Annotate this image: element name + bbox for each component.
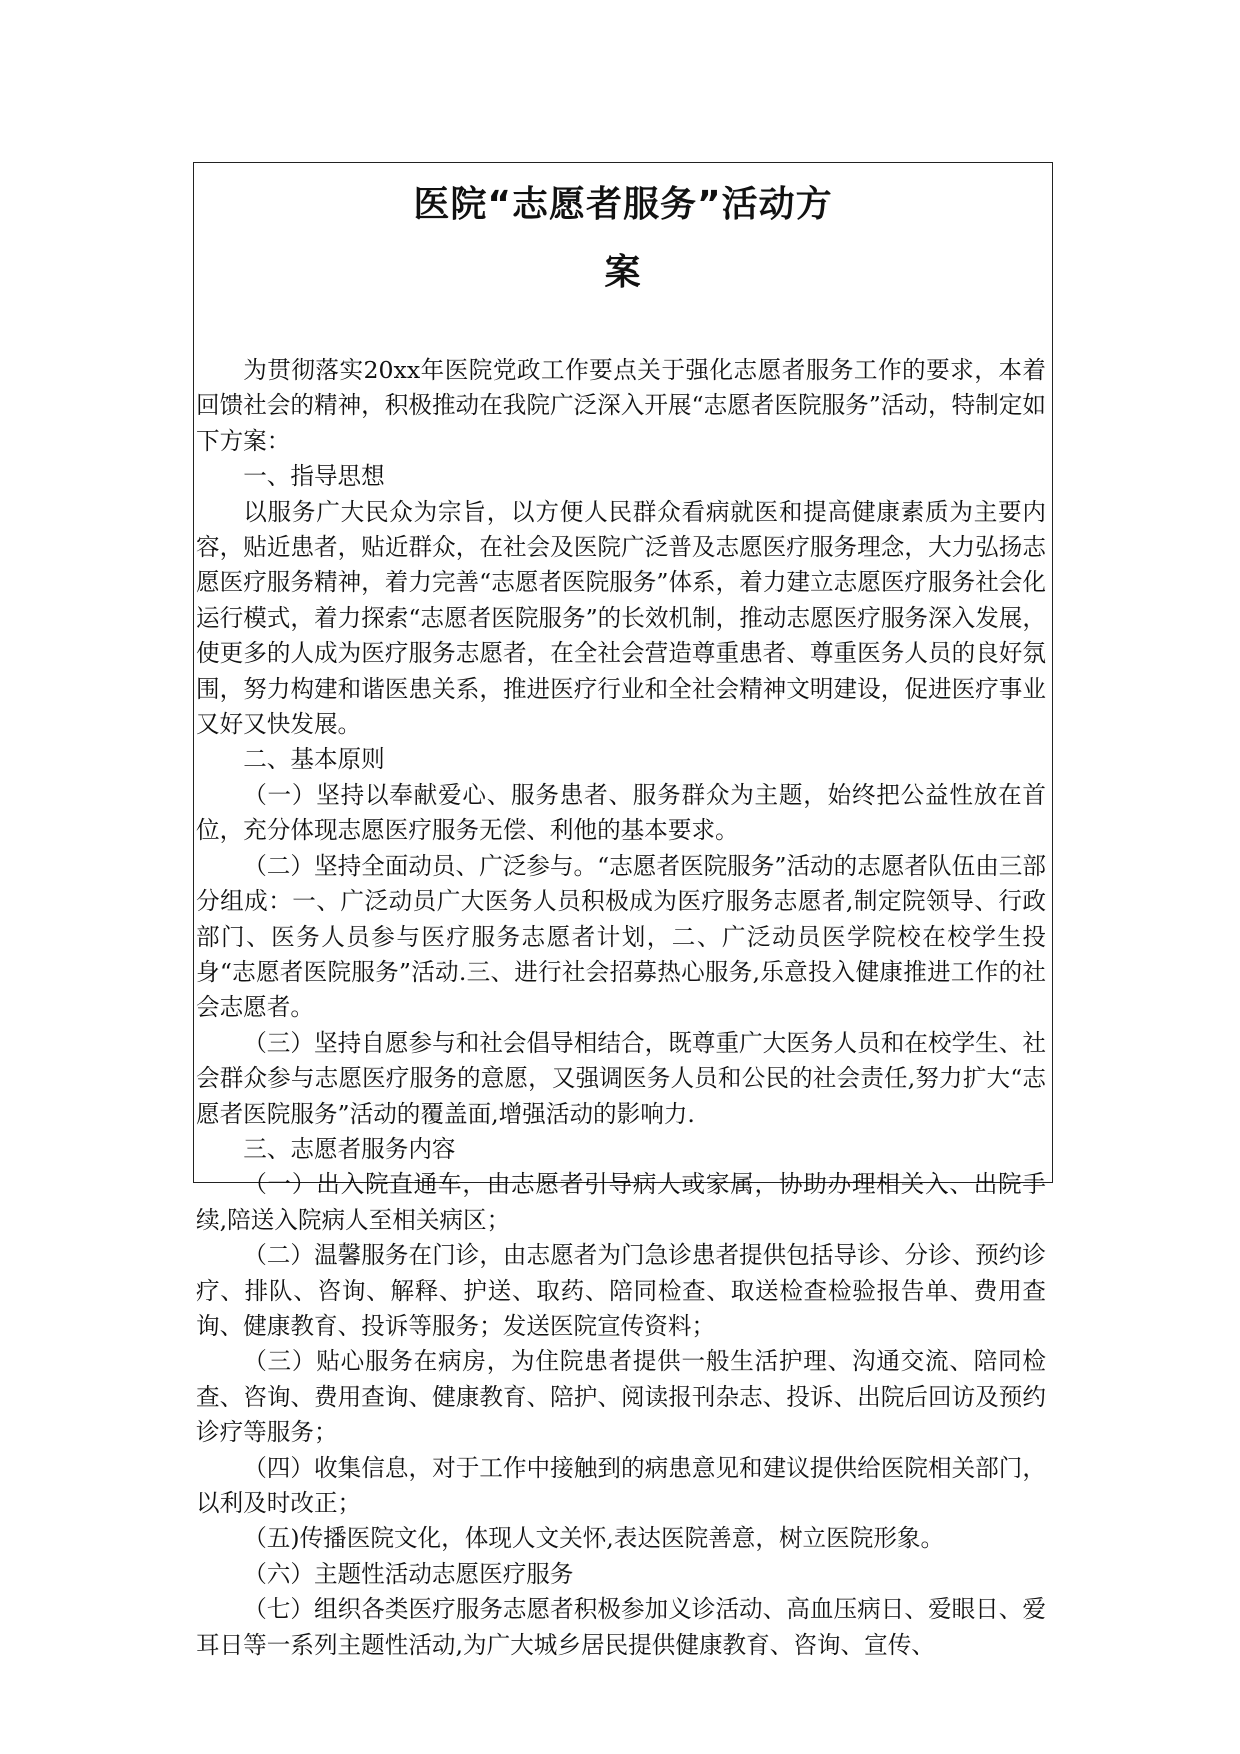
service-item-6: （六）主题性活动志愿医疗服务 (243, 1559, 574, 1588)
service-item-4: （四）收集信息，对于工作中接触到的病患意见和建议提供给医院相关部门，以利及时改正； (196, 1453, 1046, 1517)
title-line-1: 医院“志愿者服务”活动方 (413, 184, 833, 225)
section-heading-guiding-ideology: 一、指导思想 (243, 462, 385, 491)
intro-paragraph: 为贯彻落实20xx年医院党政工作要点关于强化志愿者服务工作的要求，本着回馈社会的精神，积极推动在我院广泛深入开展“志愿者医院服务”活动，特制定如下方案： (196, 356, 1046, 455)
service-item-7: （七）组织各类医疗服务志愿者积极参加义诊活动、高血压病日、爱眼日、爱耳日等一系列主题性活动,为广大城乡居民提供健康教育、咨询、宣传、 (196, 1595, 1046, 1659)
section-heading-basic-principles: 二、基本原则 (243, 745, 385, 774)
guiding-ideology-paragraph: 以服务广大民众为宗旨，以方便人民群众看病就医和提高健康素质为主要内容，贴近患者，贴近群众，在社会及医院广泛普及志愿医疗服务理念，大力弘扬志愿医疗服务精神，着力完善“志愿者医院服务”体系，着力建立志愿医疗服务社会化运行模式，着力探索“志愿者医院服务”的长效机制，推动志愿医疗服务深入发展，使更多的人成为医疗服务志愿者，在全社会营造尊重患者、尊重医务人员的良好氛围，努力构建和谐医患关系，推进医疗行业和全社会精神文明建设，促进医疗事业又好又快发展。 (196, 497, 1046, 739)
document-title (194, 163, 1052, 307)
principle-item-1: （一）坚持以奉献爱心、服务患者、服务群众为主题，始终把公益性放在首位，充分体现志愿医疗服务无偿、利他的基本要求。 (196, 780, 1046, 845)
service-item-3: （三）贴心服务在病房，为住院患者提供一般生活护理、沟通交流、陪同检查、咨询、费用查询、健康教育、陪护、阅读报刊杂志、投诉、出院后回访及预约诊疗等服务； (196, 1347, 1046, 1447)
service-item-2: （二）温馨服务在门诊，由志愿者为门急诊患者提供包括导诊、分诊、预约诊疗、排队、咨询、解释、护送、取药、陪同检查、取送检查检验报告单、费用查询、健康教育、投诉等服务；发送医院宣传资料； (196, 1241, 1046, 1340)
title-line-2: 案 (604, 252, 642, 293)
service-item-5: （五)传播医院文化，体现人文关怀,表达医院善意，树立医院形象。 (243, 1524, 945, 1553)
principle-item-3: （三）坚持自愿参与和社会倡导相结合，既尊重广大医务人员和在校学生、社会群众参与志愿医疗服务的意愿，又强调医务人员和公民的社会责任,努力扩大“志愿者医院服务”活动的覆盖面,增强活动的影响力. (196, 1028, 1046, 1128)
principle-item-2: （二）坚持全面动员、广泛参与。“志愿者医院服务”活动的志愿者队伍由三部分组成：一、广泛动员广大医务人员积极成为医疗服务志愿者,制定院领导、行政部门、医务人员参与医疗服务志愿者计划，二、广泛动员医学院校在校学生投身“志愿者医院服务”活动.三、进行社会招募热心服务,乐意投入健康推进工作的社会志愿者。 (196, 851, 1046, 1022)
document-frame (193, 162, 1053, 1659)
section-heading-service-content: 三、志愿者服务内容 (243, 1134, 456, 1163)
document-body (194, 353, 1054, 1663)
service-item-1: （一）出入院直通车，由志愿者引导病人或家属，协助办理相关入、出院手续,陪送入院病人至相关病区； (196, 1170, 1046, 1234)
